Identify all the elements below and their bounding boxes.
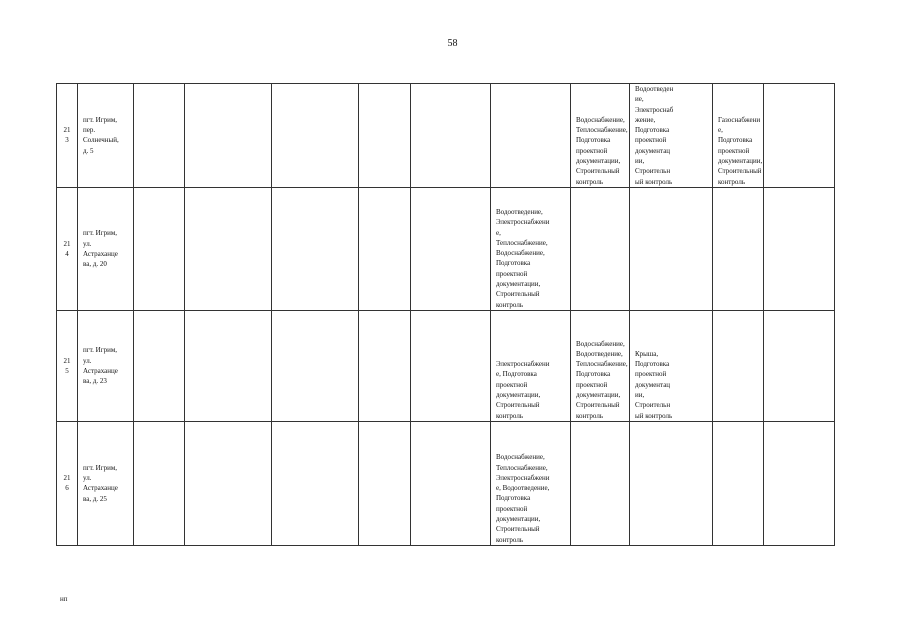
work-type-cell: [764, 421, 835, 545]
work-type-cell: [272, 187, 359, 310]
work-type-cell: Крыша, Подготовка проектной документац ии, Строительн ый контроль: [630, 310, 713, 421]
work-type-cell: [411, 421, 491, 545]
work-type-cell: [359, 187, 411, 310]
work-type-cell: [411, 310, 491, 421]
table-row: [57, 310, 835, 421]
work-type-cell: [134, 84, 185, 188]
work-type-cell: [134, 187, 185, 310]
table-row: [57, 84, 835, 188]
work-type-cell: [134, 310, 185, 421]
work-type-cell: [411, 187, 491, 310]
work-type-cell: [185, 187, 272, 310]
work-type-cell: Газоснабжение, Подготовка проектной документации, Строительный контроль: [713, 84, 764, 188]
work-type-cell: [359, 421, 411, 545]
page-number: 58: [447, 38, 458, 49]
work-type-cell: Водоснабжение, Водоотведение, Теплоснабжение, Подготовка проектной документации, Строительный контроль: [571, 310, 630, 421]
work-type-cell: [359, 84, 411, 188]
row-number-cell: 21 5: [57, 310, 78, 421]
row-number-cell: 21 4: [57, 187, 78, 310]
work-type-cell: [630, 421, 713, 545]
work-type-cell: [713, 187, 764, 310]
work-type-cell: [571, 187, 630, 310]
page-footer-mark: нп: [60, 595, 68, 603]
work-type-cell: [272, 84, 359, 188]
work-type-cell: Водоснабжение, Теплоснабжение, Электроснабжени е, Водоотведение, Подготовка проектной документации, Строительный контроль: [491, 421, 571, 545]
work-type-cell: [713, 421, 764, 545]
address-cell: пгт. Игрим, ул. Астраханце ва, д. 23: [78, 310, 134, 421]
work-type-cell: Водоотведен ие, Электроснаб жение, Подготовка проектной документац ии, Строительн ый контроль: [630, 84, 713, 188]
address-cell: пгт. Игрим, ул. Астраханце ва, д. 20: [78, 187, 134, 310]
work-type-cell: [359, 310, 411, 421]
work-type-cell: Водоснабжение, Теплоснабжение, Подготовка проектной документации, Строительный контроль: [571, 84, 630, 188]
work-type-cell: [764, 187, 835, 310]
work-type-cell: [571, 421, 630, 545]
work-type-cell: [630, 187, 713, 310]
work-type-cell: [491, 84, 571, 188]
work-type-cell: [185, 84, 272, 188]
housing-repair-table: [56, 83, 835, 546]
work-type-cell: [764, 84, 835, 188]
table-row: [57, 421, 835, 545]
table-row: [57, 187, 835, 310]
address-cell: пгт. Игрим, пер. Солнечный, д. 5: [78, 84, 134, 188]
work-type-cell: [134, 421, 185, 545]
work-type-cell: [764, 310, 835, 421]
work-type-cell: Водоотведение, Электроснабжени е, Теплоснабжение, Водоснабжение, Подготовка проектной документации, Строительный контроль: [491, 187, 571, 310]
address-cell: пгт. Игрим, ул. Астраханце ва, д. 25: [78, 421, 134, 545]
work-type-cell: [713, 310, 764, 421]
work-type-cell: [185, 310, 272, 421]
row-number-cell: 21 6: [57, 421, 78, 545]
work-type-cell: Электроснабжени е, Подготовка проектной документации, Строительный контроль: [491, 310, 571, 421]
work-type-cell: [185, 421, 272, 545]
work-type-cell: [272, 421, 359, 545]
work-type-cell: [411, 84, 491, 188]
row-number-cell: 21 3: [57, 84, 78, 188]
work-type-cell: [272, 310, 359, 421]
